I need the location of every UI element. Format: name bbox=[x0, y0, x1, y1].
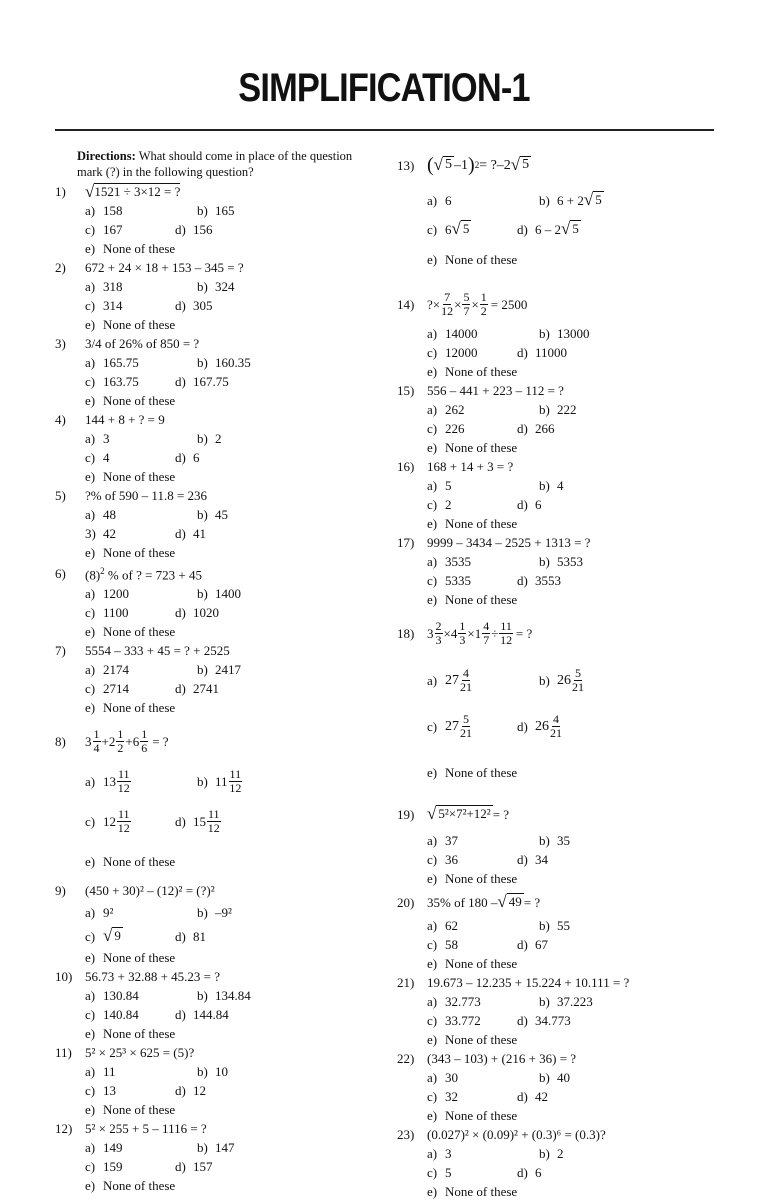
option-c[interactable]: c) 140.84 bbox=[85, 1007, 139, 1023]
option-b[interactable]: b) 11 11 12 bbox=[197, 766, 242, 795]
question-number: 23) bbox=[397, 1127, 415, 1142]
option-b[interactable]: b) 26 5 21 bbox=[539, 665, 584, 694]
option-e[interactable]: e) None of these bbox=[85, 241, 176, 256]
question-text: 5² × 25³ × 625 = (5)? bbox=[85, 1045, 195, 1061]
option-a[interactable]: a) 3 bbox=[427, 1146, 452, 1161]
question-10 bbox=[55, 967, 360, 1043]
question-text: 35% of 180 – √ 49 = ? bbox=[427, 892, 541, 911]
option-b[interactable]: b) 2 bbox=[539, 1146, 564, 1161]
option-c[interactable]: c) √ 9 bbox=[85, 926, 121, 946]
option-a[interactable]: a) 37 bbox=[427, 833, 458, 848]
option-e[interactable]: e) None of these bbox=[427, 1108, 518, 1123]
option-e[interactable]: e) None of these bbox=[85, 950, 176, 966]
option-b[interactable]: b) 37.223 bbox=[539, 994, 593, 1009]
option-d[interactable]: d) 157 bbox=[175, 1159, 213, 1175]
option-c[interactable]: c) 27 5 21 bbox=[427, 711, 472, 740]
option-e[interactable]: e) None of these bbox=[427, 956, 518, 971]
question-15 bbox=[397, 381, 717, 457]
option-c[interactable]: 3) 42 bbox=[85, 526, 116, 541]
question-19 bbox=[397, 797, 717, 888]
option-e[interactable]: e) None of these bbox=[85, 1102, 176, 1118]
option-b[interactable]: b) 55 bbox=[539, 918, 570, 933]
option-d[interactable]: d) 15 11 12 bbox=[175, 806, 220, 835]
question-number: 16) bbox=[397, 459, 415, 474]
question-text: 168 + 14 + 3 = ? bbox=[427, 459, 514, 474]
sqrt-icon: √ bbox=[561, 219, 571, 238]
option-d[interactable]: d) 2741 bbox=[175, 681, 219, 697]
question-11 bbox=[55, 1043, 360, 1119]
option-d[interactable]: d) 6 bbox=[175, 450, 200, 465]
option-a[interactable]: a) 5 bbox=[427, 478, 452, 493]
question-22 bbox=[397, 1049, 717, 1125]
question-number: 17) bbox=[397, 535, 415, 550]
question-number: 12) bbox=[55, 1121, 73, 1137]
option-a[interactable]: a) 11 bbox=[85, 1064, 116, 1080]
option-d[interactable]: d) 67 bbox=[517, 937, 548, 952]
option-b[interactable]: b) 10 bbox=[197, 1064, 228, 1080]
option-b[interactable]: b) 147 bbox=[197, 1140, 235, 1156]
option-e[interactable]: e) None of these bbox=[427, 516, 518, 531]
option-b[interactable]: b) 165 bbox=[197, 203, 235, 218]
option-c[interactable]: c) 2714 bbox=[85, 681, 129, 697]
question-20 bbox=[397, 888, 717, 973]
option-c[interactable]: c) 5 bbox=[427, 1165, 452, 1180]
option-e[interactable]: e) None of these bbox=[427, 871, 518, 886]
option-c[interactable]: c) 36 bbox=[427, 852, 458, 867]
sqrt-icon: √ bbox=[510, 155, 521, 174]
option-a[interactable]: a) 165.75 bbox=[85, 355, 139, 370]
option-b[interactable]: b) 4 bbox=[539, 478, 564, 493]
question-13 bbox=[397, 148, 717, 274]
option-b[interactable]: b) 6 + 2 √ 5 bbox=[539, 190, 602, 209]
sqrt-icon: √ bbox=[85, 181, 95, 201]
option-c[interactable]: c) 167 bbox=[85, 222, 123, 237]
question-text: √ 5²×7²+12² = ? bbox=[427, 804, 510, 823]
question-number: 10) bbox=[55, 969, 73, 985]
option-d[interactable]: d) 266 bbox=[517, 421, 555, 436]
option-e[interactable]: e) None of these bbox=[427, 1184, 518, 1199]
option-c[interactable]: c) 314 bbox=[85, 298, 123, 313]
option-d[interactable]: d) 6 bbox=[517, 497, 542, 512]
option-e[interactable]: e) None of these bbox=[85, 469, 176, 484]
question-4 bbox=[55, 410, 360, 486]
question-text: 9999 – 3434 – 2525 + 1313 = ? bbox=[427, 535, 591, 550]
option-a[interactable]: a) 3535 bbox=[427, 554, 471, 569]
question-text bbox=[85, 183, 360, 201]
option-b[interactable]: b) 5353 bbox=[539, 554, 583, 569]
option-e[interactable]: e) None of these bbox=[427, 440, 518, 455]
question-text: 3 1 4 + 2 1 2 + 6 $\frac{1}{6}$ = ? bbox=[85, 726, 169, 755]
option-b[interactable]: b) 45 bbox=[197, 507, 228, 522]
right-column bbox=[397, 148, 717, 1201]
question-number: 18) bbox=[397, 625, 415, 641]
option-d[interactable]: d) 26 4 21 bbox=[517, 711, 562, 740]
question-expression: 1521 ÷ 3×12 = ? bbox=[94, 183, 181, 199]
option-a[interactable]: a) 318 bbox=[85, 279, 123, 294]
option-d[interactable]: d) 6 bbox=[517, 1165, 542, 1180]
option-b[interactable]: b) 2 bbox=[197, 431, 222, 446]
option-e[interactable]: e) None of these bbox=[85, 1178, 176, 1194]
option-b[interactable]: b) 222 bbox=[539, 402, 577, 417]
option-e[interactable]: e) None of these bbox=[427, 1032, 518, 1047]
question-number: 6) bbox=[55, 565, 66, 581]
option-e[interactable]: e) None of these bbox=[427, 764, 518, 780]
option-c[interactable]: c) 12 11 12 bbox=[85, 806, 130, 835]
question-text: 3 2 3 × 4 1 3 × 1 4 7 ÷ $\frac{11}{12}$ = ? bbox=[427, 618, 533, 647]
question-text: $(8)^2$ % of ? = 723 + 45 bbox=[85, 566, 203, 583]
option-d[interactable]: d) 156 bbox=[175, 222, 213, 237]
question-number: 14) bbox=[397, 296, 415, 312]
question-text: 3/4 of 26% of 850 = ? bbox=[85, 336, 200, 351]
option-c[interactable]: c) 4 bbox=[85, 450, 110, 465]
option-a[interactable]: a) 2174 bbox=[85, 662, 129, 678]
option-b[interactable]: b) 35 bbox=[539, 833, 570, 848]
option-c[interactable]: c) 13 bbox=[85, 1083, 116, 1099]
directions-text: What should come in place of the question mark (?) in the following question? bbox=[77, 149, 353, 179]
option-e[interactable]: e) None of these bbox=[427, 364, 518, 379]
sqrt-icon: √ bbox=[497, 892, 507, 911]
question-number: 9) bbox=[55, 883, 66, 899]
option-c[interactable]: c) 6 √ 5 bbox=[427, 219, 470, 238]
option-d[interactable]: d) 3553 bbox=[517, 573, 561, 588]
question-number: 22) bbox=[397, 1051, 415, 1066]
sqrt-icon: √ bbox=[433, 155, 444, 174]
question-18 bbox=[397, 613, 717, 795]
question-text: ?% of 590 – 11.8 = 236 bbox=[85, 488, 208, 503]
option-d[interactable]: d) 305 bbox=[175, 298, 213, 313]
question-text: (0.027)² × (0.09)² + (0.3)⁶ = (0.3)? bbox=[427, 1127, 606, 1142]
option-b[interactable]: b) 13000 bbox=[539, 326, 590, 341]
option-d[interactable]: d) 1020 bbox=[175, 605, 219, 621]
option-d[interactable]: d) 34 bbox=[517, 852, 548, 867]
option-a[interactable]: a) 158 bbox=[85, 203, 123, 218]
option-c[interactable]: c) 5335 bbox=[427, 573, 471, 588]
question-21 bbox=[397, 973, 717, 1049]
question-text: 19.673 – 12.235 + 15.224 + 10.111 = ? bbox=[427, 975, 630, 990]
option-c[interactable]: c) 163.75 bbox=[85, 374, 139, 389]
option-c[interactable]: c) 226 bbox=[427, 421, 465, 436]
option-d[interactable]: d) 144.84 bbox=[175, 1007, 229, 1023]
option-d[interactable]: d) 11000 bbox=[517, 345, 568, 360]
sqrt-icon: √ bbox=[583, 190, 594, 209]
page-title: SIMPLIFICATION-1 bbox=[238, 66, 530, 110]
question-9 bbox=[55, 881, 360, 967]
option-a[interactable]: a) 27 4 21 bbox=[427, 665, 472, 694]
option-a[interactable]: a) 30 bbox=[427, 1070, 458, 1085]
question-text: ( √ 5 –1 ) 2 = ?–2 √ 5 bbox=[427, 153, 530, 176]
option-e[interactable]: e) None of these bbox=[85, 1026, 176, 1042]
option-e[interactable]: e) None of these bbox=[85, 317, 176, 332]
option-d[interactable]: d) 42 bbox=[517, 1089, 548, 1104]
left-column bbox=[55, 148, 360, 1195]
question-text: (450 + 30)² – (12)² = (?)² bbox=[85, 883, 215, 899]
option-c[interactable]: c) 32 bbox=[427, 1089, 458, 1104]
option-b[interactable]: b) 2417 bbox=[197, 662, 241, 678]
question-23 bbox=[397, 1125, 717, 1201]
option-a[interactable]: a) 130.84 bbox=[85, 988, 139, 1004]
option-a[interactable]: a) 13 11 12 bbox=[85, 766, 130, 795]
question-number: 3) bbox=[55, 336, 66, 351]
option-b[interactable]: b) 134.84 bbox=[197, 988, 251, 1004]
option-d[interactable]: d) 12 bbox=[175, 1083, 206, 1099]
option-c[interactable]: c) 1100 bbox=[85, 605, 129, 621]
question-number: 19) bbox=[397, 806, 415, 822]
question-17 bbox=[397, 533, 717, 609]
option-e[interactable]: e) None of these bbox=[427, 592, 518, 607]
option-c[interactable]: c) 33.772 bbox=[427, 1013, 481, 1028]
option-e[interactable]: e) None of these bbox=[85, 545, 176, 560]
option-e[interactable]: e) None of these bbox=[85, 700, 176, 716]
option-e[interactable]: e) None of these bbox=[85, 624, 176, 640]
option-d[interactable]: d) 167.75 bbox=[175, 374, 229, 389]
question-number: 15) bbox=[397, 383, 415, 398]
sqrt-icon: √ bbox=[427, 804, 437, 823]
option-a[interactable]: a) 48 bbox=[85, 507, 116, 522]
question-5 bbox=[55, 486, 360, 562]
option-a[interactable]: a) 9² bbox=[85, 904, 114, 920]
option-e[interactable]: e) None of these bbox=[85, 393, 176, 408]
question-text: 5² × 255 + 5 – 1116 = ? bbox=[85, 1121, 207, 1137]
option-d[interactable]: d) 81 bbox=[175, 928, 206, 944]
question-number: 1) bbox=[55, 184, 66, 199]
option-b[interactable]: b) 324 bbox=[197, 279, 235, 294]
question-number: 5) bbox=[55, 488, 66, 503]
option-a[interactable]: a) 1200 bbox=[85, 586, 129, 602]
option-c[interactable]: c) 2 bbox=[427, 497, 452, 512]
title-divider bbox=[55, 129, 714, 131]
question-number: 8) bbox=[55, 733, 66, 749]
option-b[interactable]: b) –9² bbox=[197, 904, 232, 920]
question-text: 672 + 24 × 18 + 153 – 345 = ? bbox=[85, 260, 244, 275]
question-14 bbox=[397, 284, 717, 381]
option-a[interactable]: a) 14000 bbox=[427, 326, 478, 341]
option-b[interactable]: b) 40 bbox=[539, 1070, 570, 1085]
option-d[interactable]: d) 34.773 bbox=[517, 1013, 571, 1028]
question-12 bbox=[55, 1119, 360, 1195]
question-number: 21) bbox=[397, 975, 415, 990]
question-number: 4) bbox=[55, 412, 66, 427]
question-number: 20) bbox=[397, 894, 415, 910]
question-6 bbox=[55, 562, 360, 641]
option-c[interactable]: c) 12000 bbox=[427, 345, 478, 360]
question-1 bbox=[55, 182, 360, 258]
question-16 bbox=[397, 457, 717, 533]
option-a[interactable]: a) 32.773 bbox=[427, 994, 481, 1009]
question-text: (343 – 103) + (216 + 36) = ? bbox=[427, 1051, 577, 1066]
question-text: ?× $\frac{7}{12}$ × 5 7 × $\frac{1}{2}$ = 2500 bbox=[427, 289, 528, 318]
option-e[interactable]: e) None of these bbox=[427, 251, 518, 267]
question-text: 144 + 8 + ? = 9 bbox=[85, 412, 165, 427]
option-a[interactable]: a) 3 bbox=[85, 431, 110, 446]
sqrt-icon: √ bbox=[103, 926, 113, 946]
question-text: 5554 – 333 + 45 = ? + 2525 bbox=[85, 643, 230, 659]
option-b[interactable]: b) 160.35 bbox=[197, 355, 251, 370]
question-number: 11) bbox=[55, 1045, 72, 1061]
option-e[interactable]: e) None of these bbox=[85, 853, 176, 869]
question-7 bbox=[55, 641, 360, 717]
option-a[interactable]: a) 262 bbox=[427, 402, 465, 417]
question-text: 56.73 + 32.88 + 45.23 = ? bbox=[85, 969, 221, 985]
directions bbox=[55, 148, 360, 180]
question-2 bbox=[55, 258, 360, 334]
option-d[interactable]: d) 6 – 2 √ 5 bbox=[517, 219, 579, 238]
option-a[interactable]: a) 149 bbox=[85, 1140, 123, 1156]
sqrt-icon: √ bbox=[451, 219, 461, 238]
option-a[interactable]: a) 62 bbox=[427, 918, 458, 933]
option-a[interactable]: a) 6 bbox=[427, 192, 452, 208]
question-3 bbox=[55, 334, 360, 410]
question-number: 13) bbox=[397, 157, 415, 173]
option-b[interactable]: b) 1400 bbox=[197, 586, 241, 602]
directions-label: Directions: bbox=[77, 149, 136, 163]
option-d[interactable]: d) 41 bbox=[175, 526, 206, 541]
option-c[interactable]: c) 159 bbox=[85, 1159, 123, 1175]
option-c[interactable]: c) 58 bbox=[427, 937, 458, 952]
question-text: 556 – 441 + 223 – 112 = ? bbox=[427, 383, 564, 398]
question-number: 7) bbox=[55, 643, 66, 659]
question-8 bbox=[55, 721, 360, 881]
question-number: 2) bbox=[55, 260, 66, 275]
